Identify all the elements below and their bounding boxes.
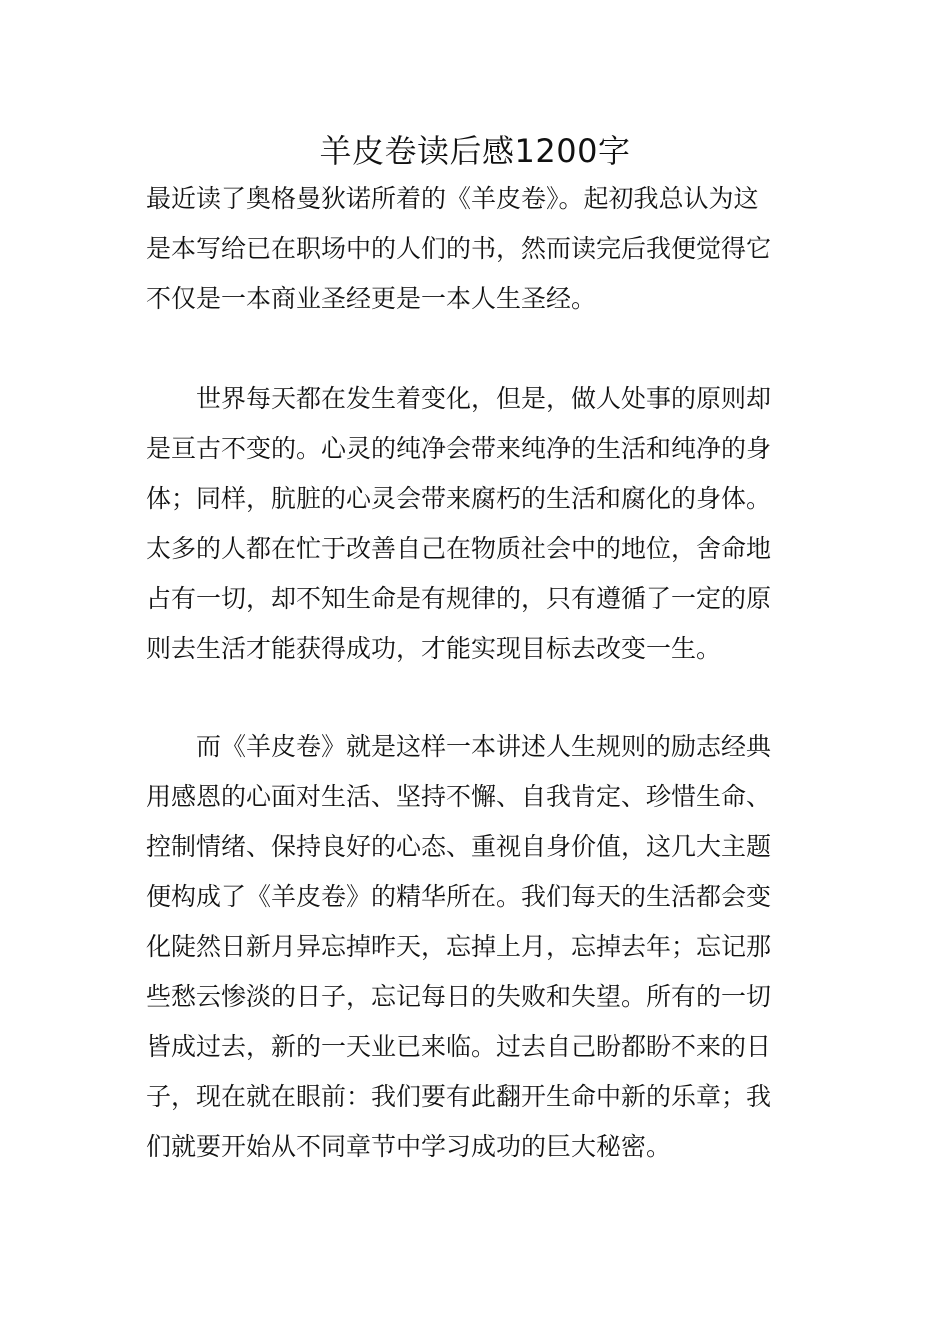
text-line: 们就要开始从不同章节中学习成功的巨大秘密。 bbox=[146, 1132, 672, 1161]
text-line: 而《羊皮卷》就是这样一本讲述人生规则的励志经典 bbox=[196, 732, 772, 761]
text-line: 则去生活才能获得成功，才能实现目标去改变一生。 bbox=[146, 634, 722, 663]
text-line: 便构成了《羊皮卷》的精华所在。我们每天的生活都会变 bbox=[146, 882, 772, 911]
text-line: 皆成过去，新的一天业已来临。过去自己盼都盼不来的日 bbox=[146, 1032, 772, 1061]
text-line: 不仅是一本商业圣经更是一本人生圣经。 bbox=[146, 284, 597, 313]
text-line: 化陡然日新月异忘掉昨天，忘掉上月，忘掉去年；忘记那 bbox=[146, 932, 772, 961]
text-line: 体；同样，肮脏的心灵会带来腐朽的生活和腐化的身体。 bbox=[146, 484, 772, 513]
document-title: 羊皮卷读后感1200字 bbox=[319, 132, 631, 170]
text-line: 控制情绪、保持良好的心态、重视自身价值，这几大主题 bbox=[146, 832, 772, 861]
text-line: 世界每天都在发生着变化，但是，做人处事的原则却 bbox=[196, 384, 772, 413]
text-line: 些愁云惨淡的日子，忘记每日的失败和失望。所有的一切 bbox=[146, 982, 772, 1011]
text-line: 用感恩的心面对生活、坚持不懈、自我肯定、珍惜生命、 bbox=[146, 782, 772, 811]
text-line: 太多的人都在忙于改善自己在物质社会中的地位，舍命地 bbox=[146, 534, 772, 563]
text-line: 是亘古不变的。心灵的纯净会带来纯净的生活和纯净的身 bbox=[146, 434, 772, 463]
text-line: 占有一切，却不知生命是有规律的，只有遵循了一定的原 bbox=[146, 584, 772, 613]
text-line: 是本写给已在职场中的人们的书，然而读完后我便觉得它 bbox=[146, 234, 772, 263]
text-line: 子，现在就在眼前：我们要有此翻开生命中新的乐章；我 bbox=[146, 1082, 772, 1111]
text-line: 最近读了奥格曼狄诺所着的《羊皮卷》。起初我总认为这 bbox=[146, 184, 759, 213]
